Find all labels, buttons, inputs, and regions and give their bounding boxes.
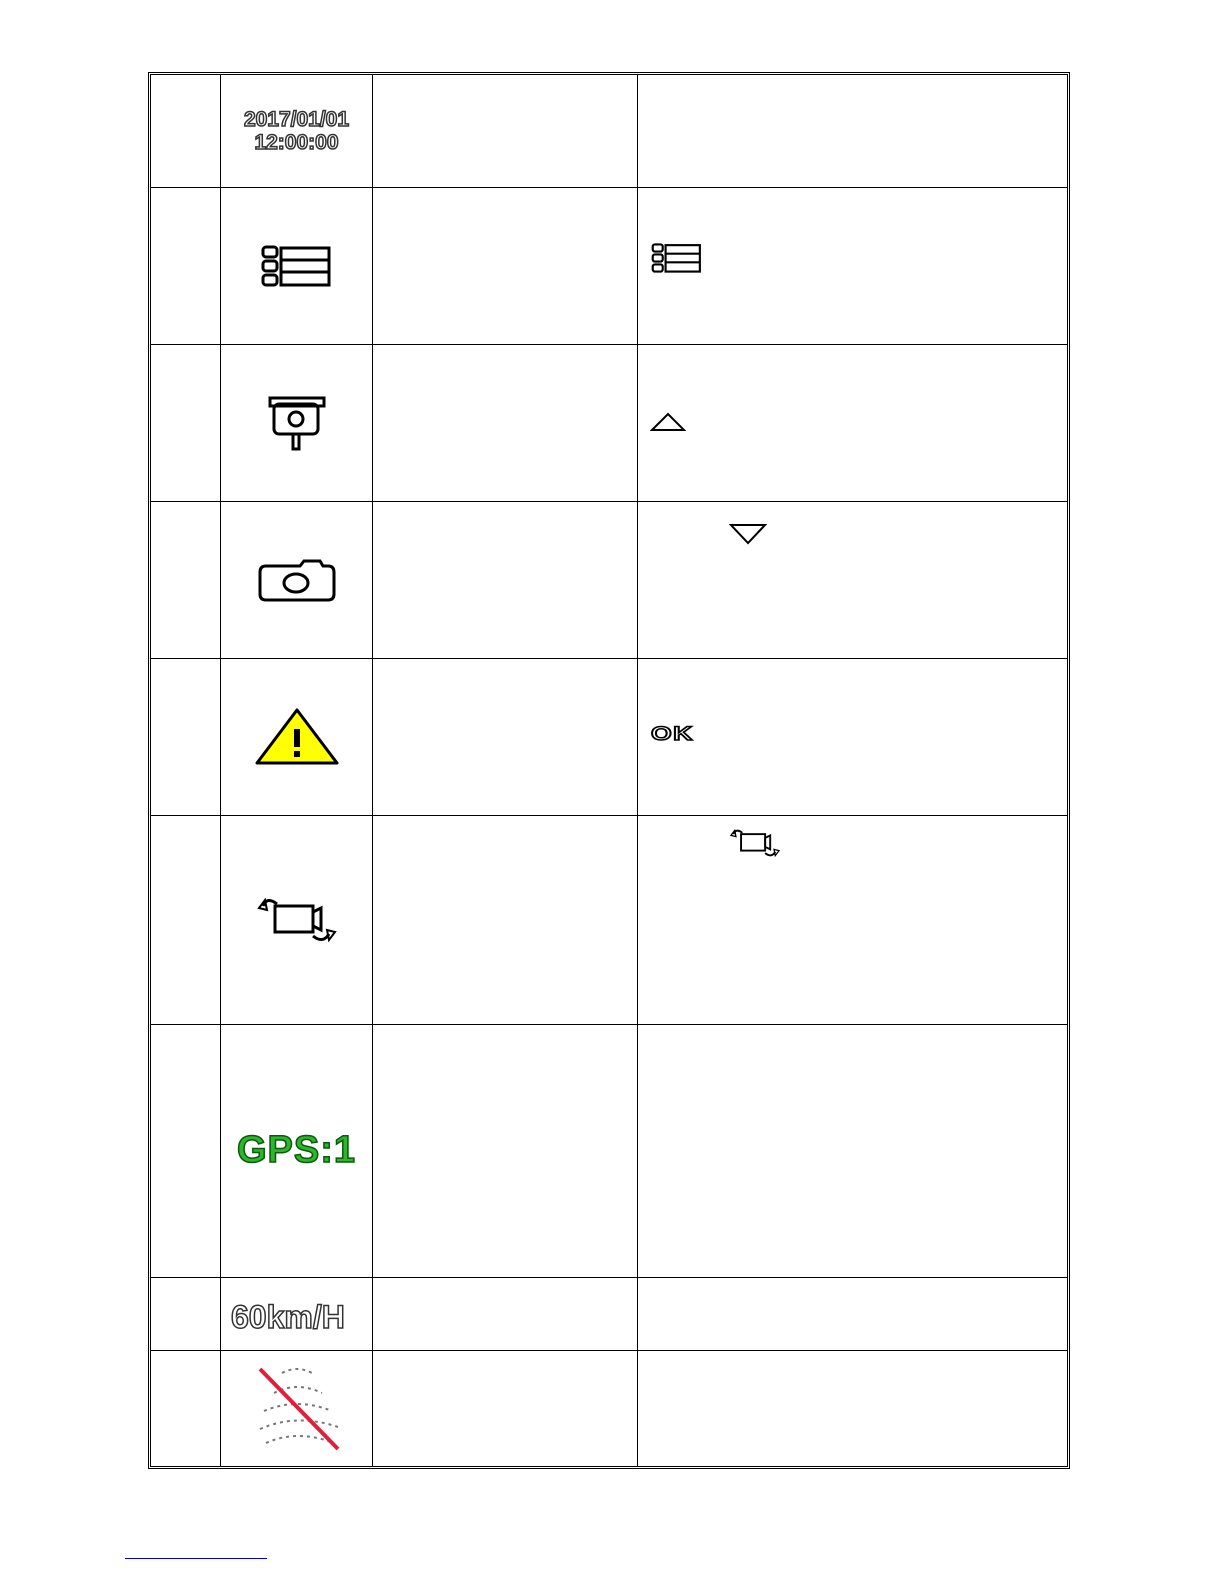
icon-cell [221,1350,373,1466]
row-number-cell [151,501,221,658]
footer-link-underline[interactable] [125,1558,267,1559]
table-row [151,344,1067,502]
down-arrow-icon [729,523,767,545]
icon-cell [221,501,373,658]
icon-cell [221,815,373,1024]
table-row [151,1350,1067,1466]
table-row [151,1277,1067,1351]
description-cell [638,75,1067,187]
description-cell [638,1277,1067,1350]
icon-cell [221,1024,373,1277]
ok-button-icon: OK [651,724,694,745]
icon-cell [221,658,373,815]
row-number-cell [151,187,221,344]
table-row [151,501,1067,659]
row-number-cell [151,75,221,187]
menu-list-icon [650,243,704,273]
description-cell [638,658,1067,815]
icon-cell [221,187,373,344]
menu-list-icon [261,245,333,287]
row-number-cell [151,1024,221,1277]
table-row [151,658,1067,816]
description-cell [638,1024,1067,1277]
row-number-cell [151,1277,221,1350]
camera-icon [258,558,336,602]
description-cell [638,1350,1067,1466]
description-cell [638,187,1067,344]
row-number-cell [151,815,221,1024]
name-cell [373,1277,638,1350]
table-row [151,187,1067,345]
table-row [151,1024,1067,1278]
name-cell [373,658,638,815]
up-arrow-icon [650,412,686,432]
camera-switch-icon [257,890,337,950]
name-cell [373,1024,638,1277]
name-cell [373,344,638,501]
description-cell [638,501,1067,658]
no-gps-signal-icon [252,1363,342,1453]
camera-switch-icon [729,824,781,862]
warning-icon [254,707,340,767]
table-row [151,75,1067,188]
gps-status: GPS:1 [236,1129,357,1171]
row-number-cell [151,1350,221,1466]
time-text: 12:00:00 [254,131,339,154]
speed-camera-icon [267,395,327,451]
date-text: 2017/01/01 [243,107,350,131]
icon-description-table [148,72,1070,1469]
name-cell [373,75,638,187]
icon-cell [221,75,373,187]
name-cell [373,501,638,658]
description-cell [638,815,1067,1024]
row-number-cell [151,344,221,501]
row-number-cell [151,658,221,815]
table-row [151,815,1067,1025]
name-cell [373,815,638,1024]
icon-cell [221,344,373,501]
name-cell [373,187,638,344]
name-cell [373,1350,638,1466]
date-time-display [244,108,349,154]
description-cell [638,344,1067,501]
speed-readout: 60km/H [231,1299,345,1335]
icon-cell [221,1277,373,1350]
